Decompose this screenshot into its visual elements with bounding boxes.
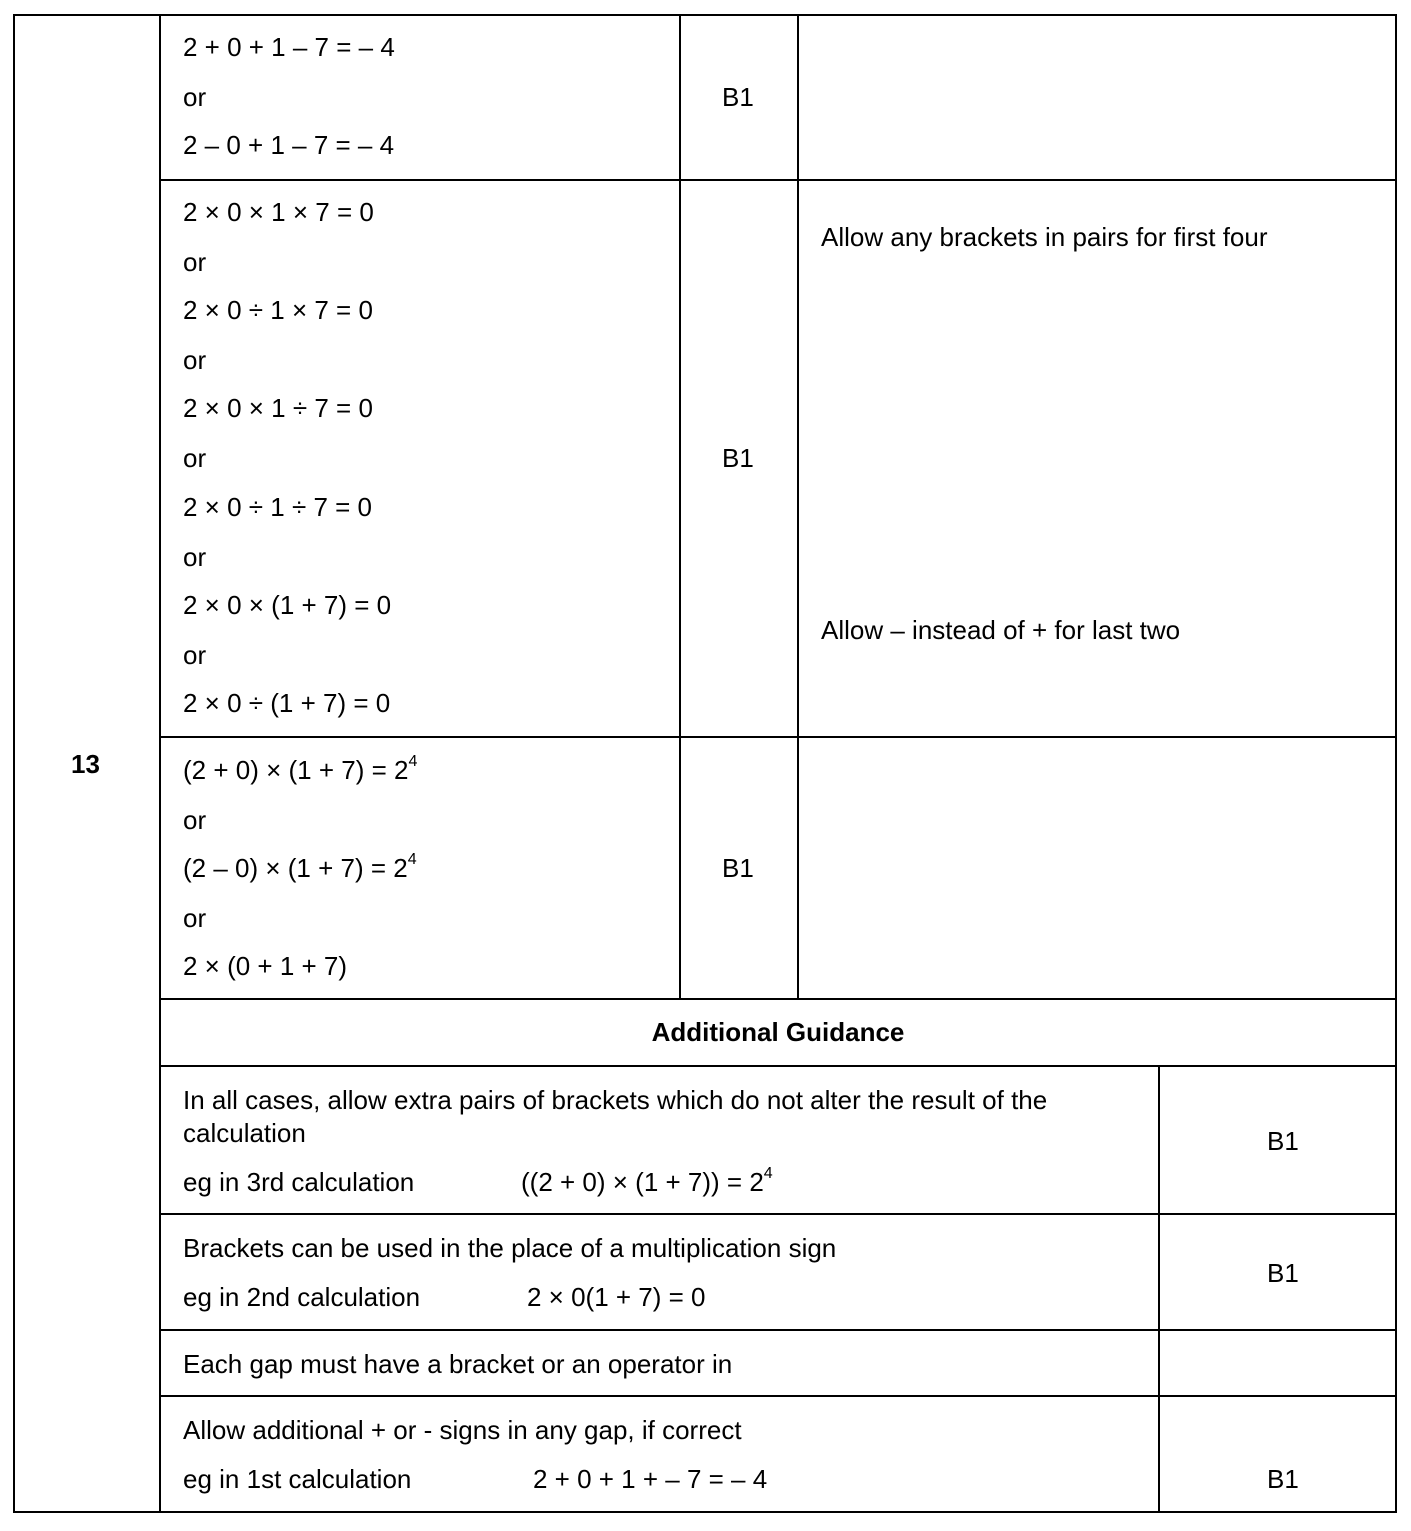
divider-row-2 <box>159 736 1397 738</box>
guidance-example-label: eg in 3rd calculation <box>183 1167 415 1197</box>
guidance-example-label: eg in 2nd calculation <box>183 1282 421 1312</box>
answer-line: 2 × 0 ÷ 1 × 7 = 0 <box>183 295 373 325</box>
divider-row-3 <box>159 998 1397 1000</box>
guidance-text: Brackets can be used in the place of a multiplication sign <box>183 1233 837 1263</box>
mark-value: B1 <box>1267 1464 1299 1494</box>
answer-line: 2 × (0 + 1 + 7) <box>183 951 348 981</box>
answer-line: 2 × 0 × 1 × 7 = 0 <box>183 197 374 227</box>
mark-value: B1 <box>722 443 754 473</box>
answer-line <box>183 755 417 785</box>
table-border-top <box>13 14 1397 16</box>
answer-line: or <box>183 640 207 670</box>
divider-question-column <box>159 14 161 1513</box>
table-border-bottom <box>13 1511 1397 1513</box>
answer-line: or <box>183 443 207 473</box>
answer-line: 2 × 0 × 1 ÷ 7 = 0 <box>183 393 373 423</box>
comment-text: Allow – instead of + for last two <box>821 615 1181 645</box>
answer-line <box>183 853 417 883</box>
divider-guidance-1 <box>159 1213 1397 1215</box>
guidance-example: 2 + 0 + 1 + – 7 = – 4 <box>533 1464 768 1494</box>
divider-answer-mark <box>679 14 681 1000</box>
answer-line: 2 × 0 ÷ 1 ÷ 7 = 0 <box>183 492 372 522</box>
guidance-text: In all cases, allow extra pairs of brackets which do not alter the result of the <box>183 1085 1048 1115</box>
table-border-left <box>13 14 15 1513</box>
divider-row-1 <box>159 179 1397 181</box>
guidance-example <box>521 1167 773 1197</box>
divider-mark-comment <box>797 14 799 1000</box>
guidance-example-exponent: 4 <box>763 1165 773 1183</box>
question-number: 13 <box>71 749 100 779</box>
answer-line: 2 × 0 ÷ (1 + 7) = 0 <box>183 688 391 718</box>
answer-line: or <box>183 903 207 933</box>
answer-line: or <box>183 805 207 835</box>
guidance-text: Each gap must have a bracket or an operator in <box>183 1349 733 1379</box>
guidance-example-base: ((2 + 0) × (1 + 7)) = 2 <box>521 1167 764 1197</box>
divider-guidance-heading <box>159 1065 1397 1067</box>
answer-line-exponent: 4 <box>407 851 417 869</box>
answer-line-exponent: 4 <box>408 753 418 771</box>
answer-line: or <box>183 542 207 572</box>
mark-value: B1 <box>1267 1258 1299 1288</box>
answer-line: 2 × 0 × (1 + 7) = 0 <box>183 590 392 620</box>
guidance-example-label: eg in 1st calculation <box>183 1464 412 1494</box>
answer-line: 2 + 0 + 1 – 7 = – 4 <box>183 32 395 62</box>
answer-line: or <box>183 345 207 375</box>
divider-guidance-3 <box>159 1395 1397 1397</box>
mark-value: B1 <box>722 853 754 883</box>
table-border-right <box>1395 14 1397 1513</box>
answer-line: 2 – 0 + 1 – 7 = – 4 <box>183 130 395 160</box>
guidance-heading: Additional Guidance <box>651 1017 905 1047</box>
divider-guidance-2 <box>159 1329 1397 1331</box>
answer-line-base: (2 – 0) × (1 + 7) = 2 <box>183 853 408 883</box>
guidance-example: 2 × 0(1 + 7) = 0 <box>527 1282 706 1312</box>
answer-line-base: (2 + 0) × (1 + 7) = 2 <box>183 755 409 785</box>
comment-text: Allow any brackets in pairs for first four <box>821 222 1268 252</box>
mark-value: B1 <box>1267 1126 1299 1156</box>
mark-value: B1 <box>722 82 754 112</box>
guidance-text: Allow additional + or - signs in any gap, if correct <box>183 1415 742 1445</box>
divider-guidance-mark <box>1158 1066 1160 1513</box>
guidance-text: calculation <box>183 1118 306 1148</box>
answer-line: or <box>183 247 207 277</box>
answer-line: or <box>183 82 207 112</box>
